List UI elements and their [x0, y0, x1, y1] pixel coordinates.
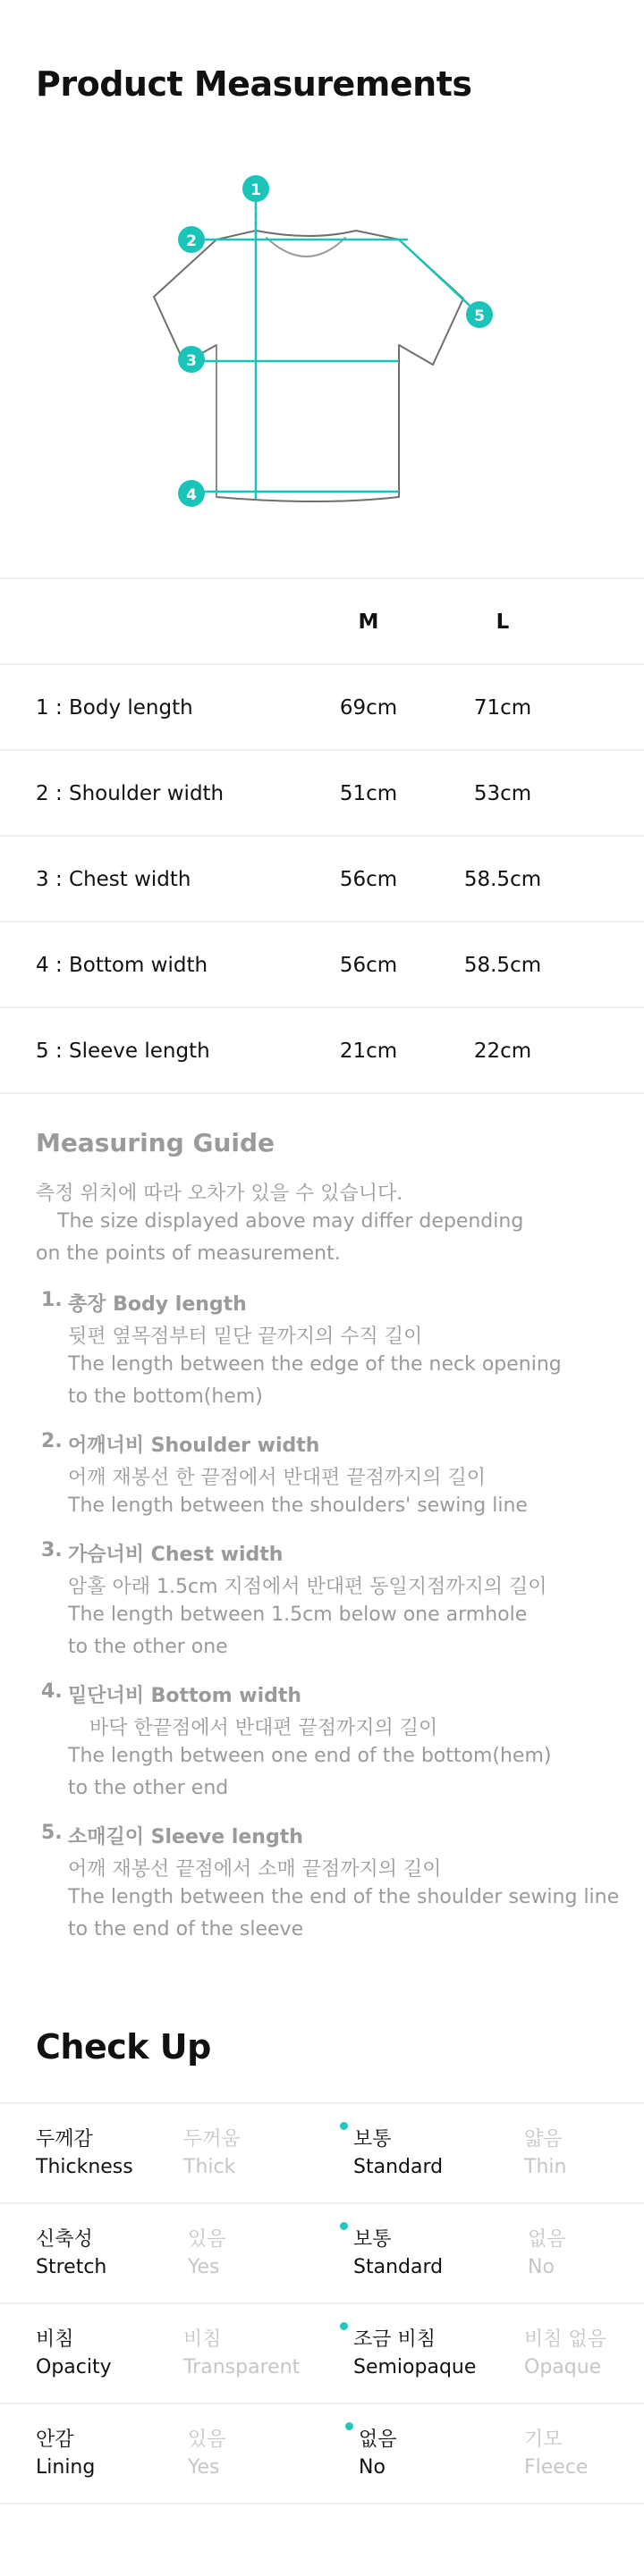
marker-4 — [178, 480, 205, 507]
guide-item-number: 2. — [41, 1430, 63, 1452]
selected-indicator-icon — [340, 2322, 348, 2330]
option-label-ko: 비침 없음 — [524, 2328, 607, 2351]
marker-1 — [242, 175, 269, 202]
guide-item-ko: 뒷편 옆목점부터 밑단 끝까지의 수직 길이 — [68, 1326, 423, 1348]
checkup-title: Check Up — [36, 2027, 211, 2067]
option-label-ko: 두꺼움 — [183, 2128, 241, 2151]
marker-3 — [178, 346, 205, 373]
guide-item-heading: 가슴너비 Chest width — [68, 1544, 284, 1566]
selected-option-ko: 보통 — [353, 2128, 392, 2151]
size-m-value: 51cm — [339, 782, 398, 805]
size-m-value: 56cm — [339, 868, 398, 891]
selected-option-ko: 조금 비침 — [353, 2328, 436, 2351]
table-row — [0, 837, 644, 922]
attribute-label-en: Stretch — [36, 2256, 107, 2278]
page-title: Product Measurements — [36, 64, 472, 104]
size-m-value: 21cm — [339, 1040, 398, 1063]
guide-item-heading: 소매길이 Sleeve length — [68, 1826, 303, 1848]
selected-option-en: Standard — [353, 2256, 444, 2278]
guide-item-ko: 암홀 아래 1.5cm 지점에서 반대편 동일지점까지의 길이 — [68, 1576, 547, 1598]
option-label-ko: 비침 — [183, 2328, 222, 2351]
guide-item-en: The length between the end of the shoulder sewing line — [68, 1886, 620, 1908]
option-label-en: Fleece — [524, 2456, 589, 2479]
row-label: 4 : Bottom width — [36, 954, 208, 977]
guide-item-en: to the end of the sleeve — [68, 1918, 304, 1940]
option-label-ko: 없음 — [528, 2228, 566, 2251]
selected-option-en: No — [359, 2456, 386, 2479]
guide-item-ko: 어깨 재봉선 한 끝점에서 반대편 끝점까지의 길이 — [68, 1467, 487, 1489]
attribute-label-en: Opacity — [36, 2356, 112, 2378]
marker-2 — [178, 226, 205, 253]
table-row — [0, 665, 644, 751]
guide-item-en: The length between one end of the bottom(hem) — [68, 1745, 552, 1767]
checkup-row-thickness — [0, 2104, 644, 2204]
selected-option-en: Semiopaque — [353, 2356, 477, 2378]
selected-indicator-icon — [340, 2122, 348, 2130]
row-label: 1 : Body length — [36, 696, 193, 720]
guide-item-number: 1. — [41, 1289, 63, 1311]
table-row — [0, 751, 644, 837]
guide-item-en: to the other one — [68, 1636, 228, 1658]
option-label-en: Transparent — [183, 2356, 301, 2378]
svg-text:4: 4 — [186, 486, 197, 504]
size-l-value: 58.5cm — [463, 954, 542, 977]
attribute-label-en: Lining — [36, 2456, 96, 2479]
svg-text:2: 2 — [186, 232, 197, 250]
guide-intro-en: The size displayed above may differ depending — [57, 1210, 524, 1233]
guide-item-number: 5. — [41, 1822, 63, 1844]
option-label-en: Thin — [524, 2156, 567, 2178]
divider — [0, 2503, 644, 2504]
option-label-en: No — [528, 2256, 555, 2278]
guide-intro-ko: 측정 위치에 따라 오차가 있을 수 있습니다. — [36, 1183, 403, 1205]
column-header-l: L — [496, 610, 510, 634]
guide-intro-en: on the points of measurement. — [36, 1242, 341, 1265]
option-label-en: Yes — [188, 2456, 220, 2479]
svg-text:5: 5 — [474, 307, 485, 325]
attribute-label-ko: 두께감 — [36, 2128, 93, 2151]
selected-option-en: Standard — [353, 2156, 444, 2178]
size-l-value: 53cm — [473, 782, 532, 805]
attribute-label-en: Thickness — [36, 2156, 133, 2178]
table-header-row — [0, 579, 644, 665]
checkup-row-lining — [0, 2404, 644, 2504]
table-row — [0, 922, 644, 1008]
svg-text:1: 1 — [250, 181, 261, 199]
guide-item-en: The length between the shoulders' sewing line — [68, 1494, 528, 1517]
table-row — [0, 1008, 644, 1094]
size-l-value: 22cm — [473, 1040, 532, 1063]
guide-item-number: 4. — [41, 1680, 63, 1703]
row-label: 5 : Sleeve length — [36, 1040, 210, 1063]
marker-5 — [466, 301, 493, 328]
divider — [0, 1092, 644, 1094]
size-l-value: 71cm — [473, 696, 532, 720]
guide-item-heading: 어깨너비 Shoulder width — [68, 1435, 320, 1457]
attribute-label-ko: 신축성 — [36, 2228, 93, 2251]
guide-item-en: The length between the edge of the neck opening — [68, 1353, 562, 1376]
option-label-ko: 기모 — [524, 2429, 563, 2451]
sleeve-length-line — [399, 240, 479, 315]
guide-item-ko: 바닥 한끝점에서 반대편 끝점까지의 길이 — [89, 1717, 438, 1739]
selected-option-ko: 보통 — [353, 2228, 392, 2251]
guide-item-number: 3. — [41, 1539, 63, 1562]
size-m-value: 69cm — [339, 696, 398, 720]
selected-indicator-icon — [340, 2222, 348, 2230]
selected-indicator-icon — [345, 2422, 353, 2430]
option-label-en: Opaque — [524, 2356, 602, 2378]
size-l-value: 58.5cm — [463, 868, 542, 891]
row-label: 2 : Shoulder width — [36, 782, 225, 805]
option-label-ko: 있음 — [188, 2228, 226, 2251]
selected-option-ko: 없음 — [359, 2429, 397, 2451]
guide-item-en: to the other end — [68, 1777, 229, 1799]
column-header-m: M — [358, 610, 379, 634]
guide-item-heading: 총장 Body length — [68, 1293, 247, 1316]
attribute-label-ko: 비침 — [36, 2328, 74, 2351]
guide-item-heading: 밑단너비 Bottom width — [68, 1685, 302, 1707]
checkup-row-opacity — [0, 2304, 644, 2404]
checkup-row-stretch — [0, 2204, 644, 2304]
guide-title: Measuring Guide — [36, 1128, 275, 1158]
tshirt-measurement-diagram — [0, 161, 644, 527]
row-label: 3 : Chest width — [36, 868, 191, 891]
guide-item-en: The length between 1.5cm below one armhole — [68, 1604, 528, 1626]
svg-text:3: 3 — [186, 352, 197, 370]
size-m-value: 56cm — [339, 954, 398, 977]
guide-item-ko: 어깨 재봉선 끝점에서 소매 끝점까지의 길이 — [68, 1858, 442, 1881]
attribute-label-ko: 안감 — [36, 2429, 74, 2451]
option-label-en: Yes — [188, 2256, 220, 2278]
option-label-ko: 있음 — [188, 2429, 226, 2451]
guide-item-en: to the bottom(hem) — [68, 1385, 263, 1408]
option-label-ko: 얇음 — [524, 2128, 563, 2151]
option-label-en: Thick — [183, 2156, 236, 2178]
